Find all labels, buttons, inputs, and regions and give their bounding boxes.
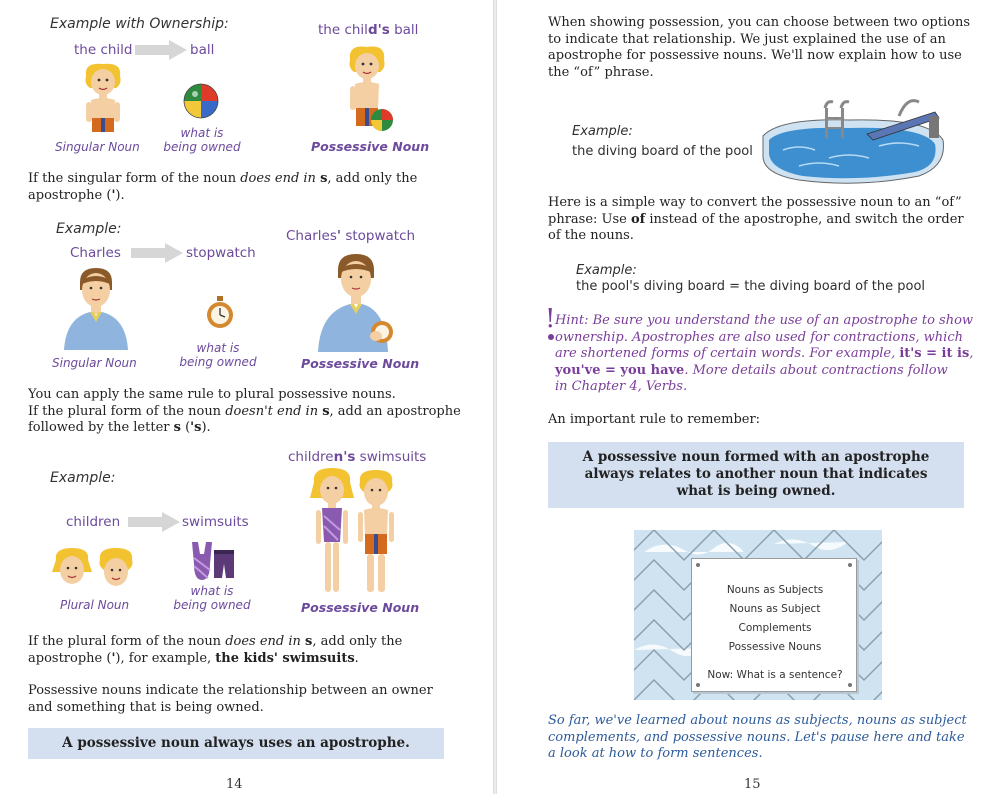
- example-heading: Example:: [50, 470, 116, 486]
- beach-ball-icon: [182, 82, 220, 120]
- example-heading: Example with Ownership:: [50, 16, 229, 32]
- sign-board: [691, 558, 857, 692]
- example-heading: Example:: [572, 124, 633, 139]
- owner-word: the child: [74, 42, 133, 58]
- hint-dot: [548, 334, 554, 340]
- singular-noun-label: Singular Noun: [52, 356, 137, 370]
- possessive-phrase: the child's ball: [318, 22, 419, 38]
- swimming-pool-illustration: [759, 96, 949, 188]
- owned-label: what is being owned: [173, 584, 251, 612]
- relationship-paragraph: Possessive nouns indicate the relationship between an owner and something that is being owned.: [28, 683, 433, 715]
- stopwatch-icon: [204, 296, 236, 330]
- sign-text: Nouns as Subjects Nouns as Subject Complements Possessive Nouns Now: What is a sentence?: [707, 584, 843, 681]
- possessive-noun-label: Possessive Noun: [301, 356, 420, 371]
- possessive-phrase: Charles' stopwatch: [286, 228, 416, 244]
- conversion-example-text: the pool's diving board = the diving board of the pool: [576, 279, 926, 294]
- key-rule-callout: A possessive noun always uses an apostrophe.: [28, 728, 444, 759]
- right-page: [497, 0, 991, 794]
- left-page: [0, 0, 493, 794]
- page-number: 14: [226, 777, 243, 792]
- boy-illustration: [78, 62, 128, 138]
- owner-word: Charles: [70, 245, 121, 261]
- possessive-noun-label: Possessive Noun: [311, 139, 430, 154]
- rule-intro-text: An important rule to remember:: [548, 412, 761, 427]
- plural-rule-paragraph: You can apply the same rule to plural possessive nouns. If the plural form of the noun doesn't end in s, add an apostrophe followed by the letter s ('s).: [28, 387, 461, 435]
- intro-paragraph: When showing possession, you can choose between two options to indicate that relationship. We just explained the use of an apostrophe for possessive nouns. We'll now explain how to use the “of” phrase.: [548, 15, 971, 80]
- owned-word: swimsuits: [182, 514, 249, 530]
- arrow-right-icon: [128, 512, 180, 532]
- hint-exclamation-icon: !: [545, 304, 556, 334]
- conversion-paragraph: Here is a simple way to convert the possessive noun to an “of” phrase: Use of instead of the apostrophe, and switch the order of the nouns.: [548, 195, 964, 243]
- owned-word: stopwatch: [186, 245, 256, 261]
- arrow-right-icon: [131, 243, 183, 263]
- children-illustration: [52, 546, 138, 594]
- possessive-noun-label: Possessive Noun: [301, 600, 420, 615]
- owner-word: children: [66, 514, 121, 530]
- example-heading: Example:: [56, 221, 122, 237]
- hint-paragraph: Hint: Be sure you understand the use of an apostrophe to show ownership. Apostrophes are also used for contractions, which are shortened forms of certain words. For example, it's = it is, you've = you have. More details about contractions follow in Chapter 4, Verbs.: [555, 313, 974, 394]
- singular-noun-label: Singular Noun: [55, 140, 140, 154]
- owned-word: ball: [190, 42, 215, 58]
- plural-noun-label: Plural Noun: [60, 598, 130, 612]
- boy-with-ball-illustration: [342, 44, 394, 138]
- apostrophe-rule-callout: A possessive noun formed with an apostrophe always relates to another noun that indicates what is being owned.: [548, 442, 964, 508]
- pool-example-text: the diving board of the pool: [572, 144, 753, 159]
- man-illustration: [60, 266, 132, 350]
- fence-sign-illustration: [634, 530, 882, 700]
- owned-label: what is being owned: [179, 341, 257, 369]
- closing-paragraph: So far, we've learned about nouns as subjects, nouns as subject complements, and possessive nouns. Let's pause here and take a look at how to form sentences.: [548, 713, 967, 761]
- possessive-phrase: children's swimsuits: [288, 449, 427, 465]
- rule-paragraph: If the singular form of the noun does end in s, add only the apostrophe (').: [28, 171, 418, 203]
- page-number: 15: [744, 777, 761, 792]
- kids-standing-illustration: [310, 468, 402, 596]
- man-with-stopwatch-illustration: [314, 252, 400, 352]
- swimsuits-icon: [188, 540, 236, 584]
- plural-s-rule-paragraph: If the plural form of the noun does end in s, add only the apostrophe ('), for example, the kids' swimsuits.: [28, 634, 403, 666]
- example-heading: Example:: [576, 263, 637, 278]
- owned-label: what is being owned: [163, 126, 241, 154]
- arrow-right-icon: [135, 40, 187, 60]
